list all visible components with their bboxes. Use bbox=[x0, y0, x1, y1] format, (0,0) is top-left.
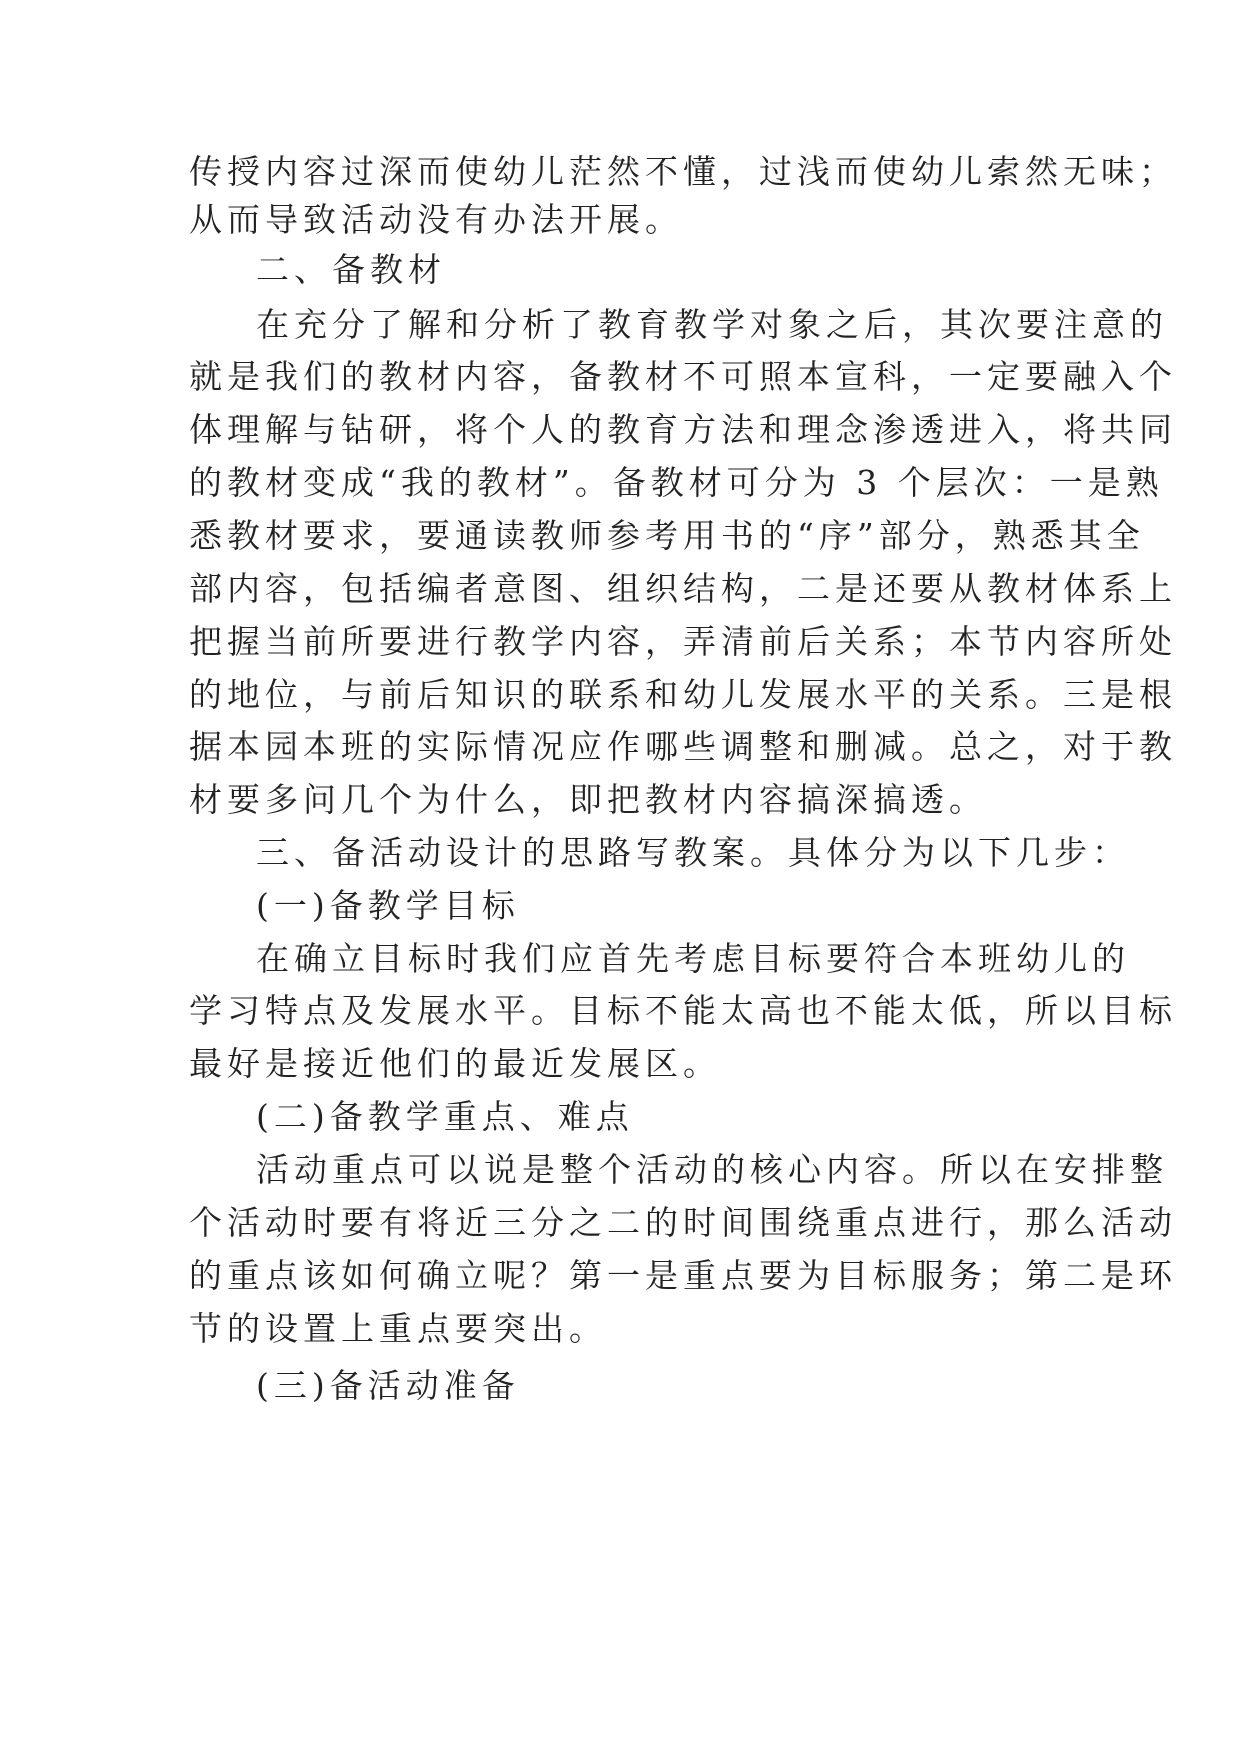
text-line: 据本园本班的实际情况应作哪些调整和删减。总之，对于教 bbox=[189, 727, 1177, 766]
section-heading: 三、备活动设计的思路写教案。具体分为以下几步： bbox=[256, 833, 1130, 872]
text-line: 从而导致活动没有办法开展。 bbox=[189, 200, 683, 239]
text-line: 最好是接近他们的最近发展区。 bbox=[189, 1044, 721, 1083]
paragraph-first-line: 在确立目标时我们应首先考虑目标要符合本班幼儿的 bbox=[256, 939, 1130, 978]
text-line: 学习特点及发展水平。目标不能太高也不能太低，所以目标 bbox=[189, 991, 1177, 1030]
text-line: 传授内容过深而使幼儿茫然不懂，过浅而使幼儿索然无味； bbox=[189, 152, 1177, 191]
paragraph-first-line: 活动重点可以说是整个活动的核心内容。所以在安排整 bbox=[256, 1150, 1168, 1189]
text-line: 个活动时要有将近三分之二的时间围绕重点进行，那么活动 bbox=[189, 1203, 1177, 1242]
section-heading: 二、备教材 bbox=[256, 250, 446, 289]
subsection-heading: (一)备教学目标 bbox=[256, 886, 520, 925]
text-line: 的教材变成“我的教材”。备教材可分为 3 个层次：一是熟 bbox=[189, 463, 1164, 502]
text-line: 的地位，与前后知识的联系和幼儿发展水平的关系。三是根 bbox=[189, 675, 1177, 714]
text-line: 材要多问几个为什么，即把教材内容搞深搞透。 bbox=[189, 780, 987, 819]
text-line: 就是我们的教材内容，备教材不可照本宣科，一定要融入个 bbox=[189, 357, 1177, 396]
text-line: 体理解与钻研，将个人的教育方法和理念渗透进入，将共同 bbox=[189, 410, 1177, 449]
paragraph-first-line: 在充分了解和分析了教育教学对象之后，其次要注意的 bbox=[256, 305, 1168, 344]
text-line: 悉教材要求，要通读教师参考用书的“序”部分，熟悉其全 bbox=[189, 516, 1145, 555]
subsection-heading: (二)备教学重点、难点 bbox=[256, 1097, 634, 1136]
text-line: 把握当前所要进行教学内容，弄清前后关系；本节内容所处 bbox=[189, 622, 1177, 661]
text-line: 部内容，包括编者意图、组织结构，二是还要从教材体系上 bbox=[189, 569, 1177, 608]
subsection-heading: (三)备活动准备 bbox=[256, 1366, 520, 1405]
text-line: 的重点该如何确立呢？第一是重点要为目标服务；第二是环 bbox=[189, 1256, 1177, 1295]
text-line: 节的设置上重点要突出。 bbox=[189, 1309, 607, 1348]
